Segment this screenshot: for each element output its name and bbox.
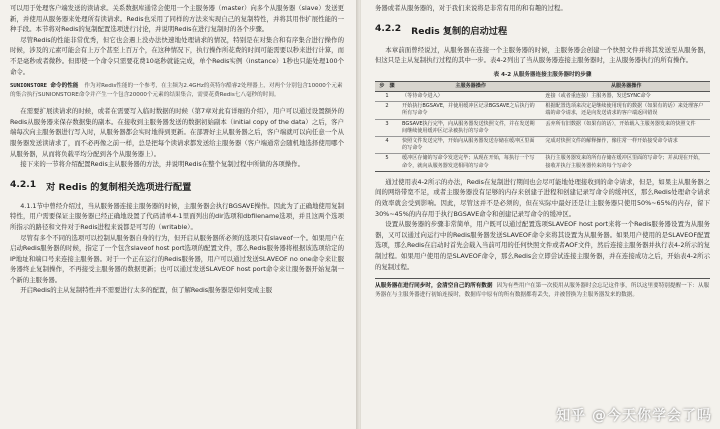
section-heading-4-2-2	[375, 23, 710, 37]
section-title: Redis 复制的启动过程	[411, 25, 508, 37]
right-page	[361, 0, 720, 429]
table-row	[375, 102, 710, 119]
performance-note	[10, 82, 344, 100]
left-paragraph-5: 4.1.1节中曾经介绍过，当从服务器连接主服务器的时候，主服务器会执行BGSAVE操作。因此为了正确地使用复制特性，用户需要保证主服务器已经正确地设置了代码清单4-1里面列出的dir选项和dbfilename选项，并且这两个选项所指示的路径和文件对于Redis进程来说都是可写的（writable）。	[10, 201, 344, 231]
left-paragraph-3: 在需要扩展读请求的时候，或者在需要写入临时数据的时候（第7章对此有详细的介绍），用户可以通过设置额外的Redis从服务器来保存数据集的副本。在接收到主服务器发送的数据初始副本（initial copy of the data）之后，客户端每次向主服务器进行写入时，从服务器都会实时地得到更新。在部署好主从服务器之后，客户端就可以向任意一个从服务器发送读请求了，而不必再像之前一样，总是把每个读请求都发送给主服务器（客户端通常会随机地选择使用哪个从服务器，从而将负载平均分配到各个从服务器上）。	[10, 107, 344, 158]
sync-warning-tip	[375, 278, 710, 300]
table-row	[375, 137, 710, 154]
header-slave: 从服务器操作	[542, 81, 710, 91]
left-paragraph-7: 开启Redis的主从复制特性并不需要进行太多的配置，但了解Redis服务器是如何变成主服	[20, 286, 273, 295]
master-cell: （等待命令进入）	[399, 91, 542, 101]
table-row	[375, 91, 710, 101]
right-paragraph-4: 设置从服务器的步骤非常简单，用户既可以通过配置选项SLAVEOF host port来将一个Redis服务器设置为从服务器，又可以通过向运行中的Redis服务器发送SLAVEOF命令来将其设置为从服务器。如果用户使用的是SLAVEOF配置选项，那么Redis在启动时首先会载入当前可用的任何快照文件或者AOF文件，然后连接主服务器并执行表4-2所示的复制过程。如果用户使用的是SLAVEOF命令，那么Redis会立即尝试连接主服务器，并在连接成功之后，开始表4-2所示的复制过程。	[375, 220, 710, 271]
section-number: 4.2.1	[10, 178, 37, 190]
left-paragraph-6: 尽管有多个不同的选项可以控制从服务器自身的行为，但开启从服务器所必须的选项只有slaveof一个。如果用户在启动Redis服务器的时候，指定了一个包含slaveof host port选项的配置文件，那么Redis服务器将根据该选项给定的IP地址和端口号来连接主服务器。对于一个正在运行的Redis服务器，用户可以通过发送SLAVEOF no one命令来让服务器终止复制操作，不再接受主服务器的数据更新；也可以通过发送SLAVEOF host port命令来让服务器开始复制一个新的主服务器。	[10, 233, 344, 284]
right-paragraph-3: 通过使用表4-2所示的办法，Redis在复制进行期间也会尽可能地处理接收到的命令请求，但是，如果主从服务器之间的网络带宽不足，或者主服务器没有足够的内存来创建子进程和创建记录写命令的缓冲区，那么Redis处理命令请求的效率就会受到影响。因此，尽管这并不是必须的，但在实际中最好还是让主服务器只使用50%~65%的内存，留下30%~45%的内存用于执行BGSAVE命令和创建记录写命令的缓冲区。	[375, 177, 710, 218]
sync-warning-text: 因为有些用户在第一次使用从服务器时会忘记这件事，所以这里要特别提醒一下：从服务器在与主服务器进行初始连接时，数据库中原有的所有数据都将丢失，并被替换为主服务器发来的数据。	[375, 283, 710, 299]
step-cell: 5	[375, 154, 399, 171]
replication-steps-table	[375, 81, 710, 172]
right-paragraph-2: 本章前面曾经说过，从服务器在连接一个主服务器的时候，主服务器会创建一个快照文件并将其发送至从服务器，但这只是主从复制执行过程的其中一步。表4-2列出了当从服务器连接主服务器时，主从服务器执行的所有操作。	[375, 45, 710, 65]
section-number: 4.2.2	[375, 22, 402, 34]
step-cell: 3	[375, 119, 399, 136]
master-cell: 缓冲区存储的写命令发送完毕；从现在开始，每执行一个写命令，就向从服务器发送相同的写命令	[399, 154, 542, 171]
left-paragraph-2: 尽管Redis的性能非常优秀，但它也会遇上没办法快速地处理请求的情况，特别是在对集合和有序集合进行操作的时候，涉及的元素可能会有上万个甚至上百万个，在这种情况下，执行操作所花费的时间可能需要以秒来进行计算，而不是毫秒或者微秒。但即使一个命令只需要花费10毫秒就能完成，单个Redis实例（instance）1秒也只能处理100个命令。	[10, 35, 344, 76]
header-step: 步 骤	[375, 81, 399, 91]
slave-cell: 执行主服务器发来的所有存储在缓冲区里面的写命令；并从现在开始，接收并执行主服务器传来的每个写命令	[542, 154, 710, 171]
slave-cell: 丢弃所有旧数据（如果有的话），开始载入主服务器发来的快照文件	[542, 119, 710, 136]
step-cell: 2	[375, 102, 399, 119]
sync-warning-label: 从服务器在进行同步时，会清空自己的所有数据	[375, 283, 493, 290]
table-header-row	[375, 81, 710, 91]
performance-note-label: SUNIONSTORE 命令的性能	[10, 83, 79, 90]
master-cell: 开始执行BGSAVE，并使用缓冲区记录BGSAVE之后执行的所有写命令	[399, 102, 542, 119]
master-cell: 快照文件发送完毕，开始向从服务器发送存储在缓冲区里面的写命令	[399, 137, 542, 154]
performance-note-text: 作为对Redis性能的一个参考，在主频为2.4GHz的英特尔酷睿2处理器上，对两个分别包含10000个元素的集合执行SUNIONSTORE命令并产生一个包含20000个元素的结果集合，需要花费Redis七八毫秒的时间。	[10, 83, 343, 99]
slave-cell: 连接（或者重连接）主服务器，发送SYNC命令	[542, 91, 710, 101]
slave-cell: 完成对快照文件的解释操作，像往常一样开始接受命令请求	[542, 137, 710, 154]
right-paragraph-1: 务器或者从服务器的，对于我们来说将是非常有用的和有趣的过程。	[375, 4, 567, 12]
master-cell: BGSAVE执行完毕，向从服务器发送快照文件，并在发送期间继续使用缓冲区记录被执行的写命令	[399, 119, 542, 136]
step-cell: 1	[375, 91, 399, 101]
table-caption: 表 4-2 从服务器连接主服务器时的步骤	[493, 71, 592, 78]
section-heading-4-2-1	[10, 179, 344, 193]
left-paragraph-4: 接下来的一节将介绍配置Redis主从服务器的方法，并说明Redis在整个复制过程中所做的各项操作。	[20, 160, 304, 169]
slave-cell: 根据配置选项来决定是继续使用现有的数据（如果有的话）来处理客户端的命令请求，还是向发送请求的客户端返回错误	[542, 102, 710, 119]
zhihu-watermark: 知乎 @今天你学会了吗	[556, 408, 712, 424]
section-title: 对 Redis 的复制相关选项进行配置	[46, 181, 192, 193]
table-row	[375, 154, 710, 171]
left-page	[0, 0, 358, 429]
step-cell: 4	[375, 137, 399, 154]
left-paragraph-1: 可以用于处理客户端发送的读请求。关系数据库通常会使用一个主服务器（master）向多个从服务器（slave）发送更新，并使用从服务器来处理所有读请求。Redis也采用了同样的方法来实现自己的复制特性，并将其用作扩展性能的一种手段。本节将对Redis的复制配置选项进行讨论，并说明Redis在进行复制时的各个步骤。	[10, 4, 344, 34]
table-row	[375, 119, 710, 136]
header-master: 主服务器操作	[399, 81, 542, 91]
